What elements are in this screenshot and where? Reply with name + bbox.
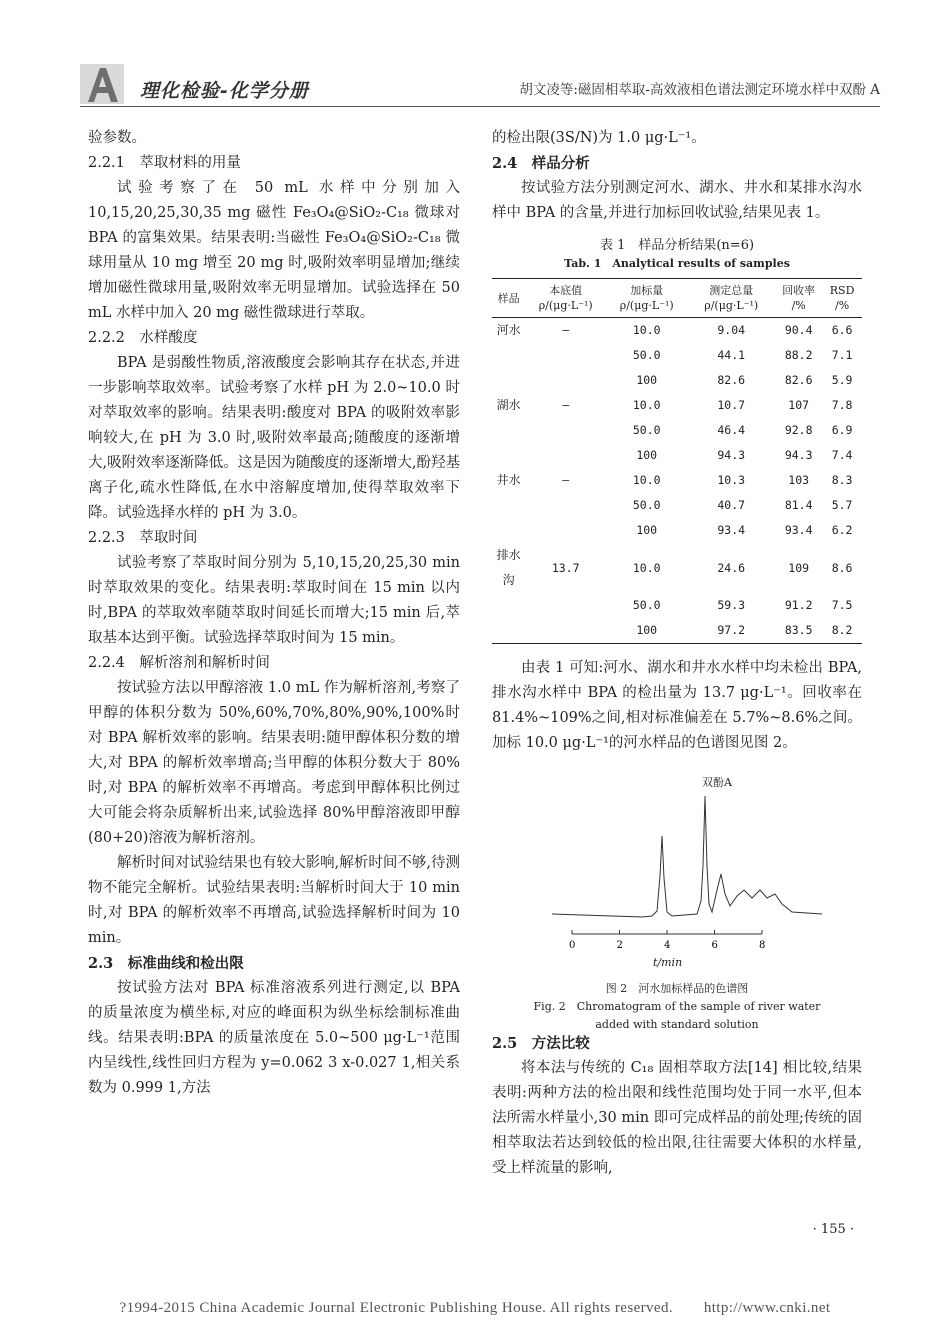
table-row — [492, 343, 862, 368]
results-table — [492, 278, 862, 644]
paragraph: 将本法与传统的 C₁₈ 固相萃取方法[14] 相比较,结果表明:两种方法的检出限和线性范围均处于同一水平,但本法所需水样量小,30 min 即可完成样品的前处理;传统的固相萃取法若达到较低的检出限,往往需要大体积的水样量,受上样流量的影响, — [492, 1060, 862, 1176]
value-cell: 46.4 — [717, 423, 746, 437]
value-cell: 90.4 — [784, 323, 813, 337]
value-cell — [525, 368, 606, 393]
sample-cell: 井水 — [496, 473, 521, 487]
table-caption-en: Tab. 1 Analytical results of samples — [564, 257, 790, 270]
table-row — [492, 493, 862, 518]
value-cell — [525, 443, 606, 468]
table-row — [492, 318, 862, 344]
sample-cell: 排水沟 — [496, 548, 521, 587]
value-cell: 92.8 — [784, 423, 813, 437]
value-cell: 24.6 — [717, 560, 746, 575]
value-cell: — — [562, 398, 570, 412]
x-tick-label: 8 — [759, 940, 766, 951]
value-cell: 82.6 — [784, 373, 813, 387]
left-column — [88, 126, 460, 1101]
value-cell — [525, 418, 606, 443]
value-cell: 10.0 — [632, 323, 661, 337]
x-tick-label: 6 — [711, 940, 718, 951]
page-header — [80, 58, 880, 108]
value-cell: 10.0 — [632, 398, 661, 412]
paragraph: 的检出限(3S/N)为 1.0 μg·L⁻¹。 — [492, 130, 706, 146]
value-cell: 8.6 — [831, 560, 853, 575]
value-cell: 6.2 — [831, 523, 853, 537]
sample-cell — [492, 418, 525, 443]
paragraph: BPA 是弱酸性物质,溶液酸度会影响其存在状态,并进一步影响萃取效率。试验考察了水样 pH 为 2.0~10.0 时对萃取效率的影响。结果表明:酸度对 BPA 的吸附效率影响较大,在 pH 为 3.0 时,吸附效率最高;随酸度的逐渐增大,吸附效率逐渐降低。这是因为随酸度的逐渐增大,酚羟基离子化,疏水性降低,在水中溶解度增加,使得萃取效率下降。试验选择水样的 pH 为 3.0。 — [88, 355, 460, 521]
paragraph: 由表 1 可知:河水、湖水和井水水样中均未检出 BPA,排水沟水样中 BPA 的检出量为 13.7 μg·L⁻¹。回收率在 81.4%~109%之间,相对标准偏差在 5.7%~8.6%之间。加标 10.0 μg·L⁻¹的河水样品的色谱图见图 2。 — [492, 660, 862, 751]
value-cell — [525, 593, 606, 618]
value-cell — [525, 518, 606, 543]
value-cell: 93.4 — [784, 523, 813, 537]
value-cell: 8.3 — [831, 473, 853, 487]
value-cell: 5.7 — [831, 498, 853, 512]
value-cell: 10.0 — [632, 560, 661, 575]
table-row — [492, 418, 862, 443]
journal-name: 理化检验-化学分册 — [140, 80, 309, 102]
figure-caption-en: Fig. 2 Chromatogram of the sample of river water — [533, 1000, 821, 1013]
sample-cell — [492, 518, 525, 543]
sample-cell: 湖水 — [496, 398, 521, 412]
sample-cell — [492, 343, 525, 368]
table-row — [492, 618, 862, 644]
value-cell: 13.7 — [551, 560, 580, 575]
figure-caption-cn: 图 2 河水加标样品的色谱图 — [605, 982, 749, 995]
value-cell: 88.2 — [784, 348, 813, 362]
paragraph: 试验考察了在 50 mL 水样中分别加入 10,15,20,25,30,35 mg 磁性 Fe₃O₄@SiO₂-C₁₈ 微球对 BPA 的富集效果。结果表明:当磁性 Fe₃O₄@SiO₂-C₁₈ 微球用量从 10 mg 增至 20 mg 时,吸附效率明显增加;继续增加磁性微球用量,吸附效率无明显增加。试验选择在 50 mL 水样中加入 20 mg 磁性微球进行萃取。 — [88, 180, 460, 321]
paragraph: 验参数。 — [88, 130, 146, 146]
subsection-heading: 2.2.2 水样酸度 — [88, 330, 198, 346]
subsection-heading: 2.2.4 解析溶剂和解析时间 — [88, 655, 270, 671]
column-header: 本底值 ρ/(μg·L⁻¹) — [525, 279, 606, 318]
value-cell: 107 — [788, 398, 810, 412]
table-row — [492, 518, 862, 543]
table-row — [492, 593, 862, 618]
value-cell: 100 — [636, 373, 658, 387]
table-row — [492, 443, 862, 468]
sample-cell — [492, 368, 525, 393]
header-divider — [80, 106, 880, 107]
paragraph: 试验考察了萃取时间分别为 5,10,15,20,25,30 min 时萃取效果的变化。结果表明:萃取时间在 15 min 以内时,BPA 的萃取效率随萃取时间延长而增大;15 min 后,萃取基本达到平衡。试验选择萃取时间为 15 min。 — [88, 555, 460, 646]
value-cell: 8.2 — [822, 618, 862, 644]
running-title: 胡文凌等:磁固相萃取-高效液相色谱法测定环境水样中双酚 A — [519, 82, 880, 98]
value-cell: 100 — [606, 618, 687, 644]
value-cell: 6.9 — [831, 423, 853, 437]
value-cell: 50.0 — [632, 423, 661, 437]
right-column — [492, 126, 862, 1181]
figure-caption-en-2: added with standard solution — [595, 1018, 759, 1031]
x-axis-ticks — [569, 930, 765, 951]
copyright-footer: ?1994-2015 China Academic Journal Electronic Publishing House. All rights reserved. http://www.cnki.net — [119, 1300, 831, 1316]
value-cell: 94.3 — [784, 448, 813, 462]
column-header: 加标量 ρ/(μg·L⁻¹) — [606, 279, 687, 318]
value-cell: 93.4 — [717, 523, 746, 537]
value-cell: 10.7 — [717, 398, 746, 412]
value-cell — [525, 618, 606, 644]
value-cell: 97.2 — [687, 618, 775, 644]
table-header-row — [492, 279, 862, 318]
column-header: 测定总量 ρ/(μg·L⁻¹) — [687, 279, 775, 318]
subsection-heading: 2.2.3 萃取时间 — [88, 530, 198, 546]
value-cell: 7.8 — [831, 398, 853, 412]
chromatogram-plot — [492, 766, 862, 976]
value-cell — [525, 493, 606, 518]
chromatogram-figure — [492, 766, 862, 1031]
value-cell: 44.1 — [717, 348, 746, 362]
section-heading: 2.5 方法比较 — [492, 1035, 590, 1052]
subsection-heading: 2.2.1 萃取材料的用量 — [88, 155, 241, 171]
sample-cell — [492, 443, 525, 468]
chromatogram-trace — [552, 796, 822, 917]
value-cell: 9.04 — [717, 323, 746, 337]
table-caption: 表 1 样品分析结果(n=6) — [599, 238, 755, 253]
figure-caption — [492, 980, 862, 1034]
value-cell: — — [562, 473, 570, 487]
section-heading: 2.3 标准曲线和检出限 — [88, 955, 244, 972]
sample-cell: 河水 — [496, 323, 521, 337]
value-cell: 81.4 — [784, 498, 813, 512]
value-cell: 7.4 — [831, 448, 853, 462]
value-cell: 82.6 — [717, 373, 746, 387]
value-cell: 7.1 — [831, 348, 853, 362]
value-cell: 6.6 — [831, 323, 853, 337]
column-header: 样品 — [492, 279, 525, 318]
value-cell: 10.3 — [717, 473, 746, 487]
table-row — [492, 468, 862, 493]
value-cell: 59.3 — [717, 598, 746, 612]
value-cell: 5.9 — [831, 373, 853, 387]
x-tick-label: 0 — [569, 940, 576, 951]
value-cell: 50.0 — [632, 498, 661, 512]
x-tick-label: 4 — [664, 940, 671, 951]
peak-label: 双酚A — [702, 776, 732, 789]
section-heading: 2.4 样品分析 — [492, 155, 590, 172]
value-cell: 7.5 — [831, 598, 853, 612]
sample-cell — [492, 493, 525, 518]
value-cell: 109 — [788, 560, 810, 575]
x-axis-label: t/min — [653, 956, 683, 969]
value-cell: 83.5 — [775, 618, 822, 644]
value-cell: 103 — [788, 473, 810, 487]
value-cell: 10.0 — [632, 473, 661, 487]
table-row — [492, 368, 862, 393]
paragraph: 解析时间对试验结果也有较大影响,解析时间不够,待测物不能完全解析。试验结果表明:当解析时间大于 10 min 时,对 BPA 的解析效率不再增高,试验选择解析时间为 10 min。 — [88, 855, 460, 946]
value-cell: 94.3 — [717, 448, 746, 462]
paragraph: 按试验方法分别测定河水、湖水、井水和某排水沟水样中 BPA 的含量,并进行加标回收试验,结果见表 1。 — [492, 180, 862, 221]
page-number: · 155 · — [812, 1222, 854, 1237]
value-cell: 50.0 — [632, 598, 661, 612]
value-cell: 100 — [636, 448, 658, 462]
journal-logo — [80, 64, 124, 104]
paragraph: 按试验方法对 BPA 标准溶液系列进行测定,以 BPA 的质量浓度为横坐标,对应的峰面积为纵坐标绘制标准曲线。结果表明:BPA 的质量浓度在 5.0~500 μg·L⁻¹范围内呈线性,线性回归方程为 y=0.062 3 x-0.027 1,相关系数为 0.999 1,方法 — [88, 980, 460, 1096]
column-header: 回收率 /% — [775, 279, 822, 318]
x-tick-label: 2 — [616, 940, 623, 951]
value-cell: — — [562, 323, 570, 337]
table-body — [492, 318, 862, 644]
paragraph: 按试验方法以甲醇溶液 1.0 mL 作为解析溶剂,考察了甲醇的体积分数为 50%,60%,70%,80%,90%,100%时对 BPA 解析效率的影响。结果表明:随甲醇体积分数的增大,对 BPA 的解析效率增高;当甲醇的体积分数大于 80%时,对 BPA 的解析效率不再增高。考虑到甲醇体积比例过大可能会将杂质解析出来,试验选择 80%甲醇溶液即甲醇(80+20)溶液为解析溶剂。 — [88, 680, 460, 846]
table-row — [492, 393, 862, 418]
column-header: RSD /% — [822, 279, 862, 318]
value-cell — [525, 343, 606, 368]
logo-a-icon — [80, 64, 124, 104]
sample-cell — [492, 593, 525, 618]
value-cell: 91.2 — [784, 598, 813, 612]
table-row — [492, 543, 862, 593]
value-cell: 100 — [636, 523, 658, 537]
value-cell: 40.7 — [717, 498, 746, 512]
sample-cell — [492, 618, 525, 644]
value-cell: 50.0 — [632, 348, 661, 362]
